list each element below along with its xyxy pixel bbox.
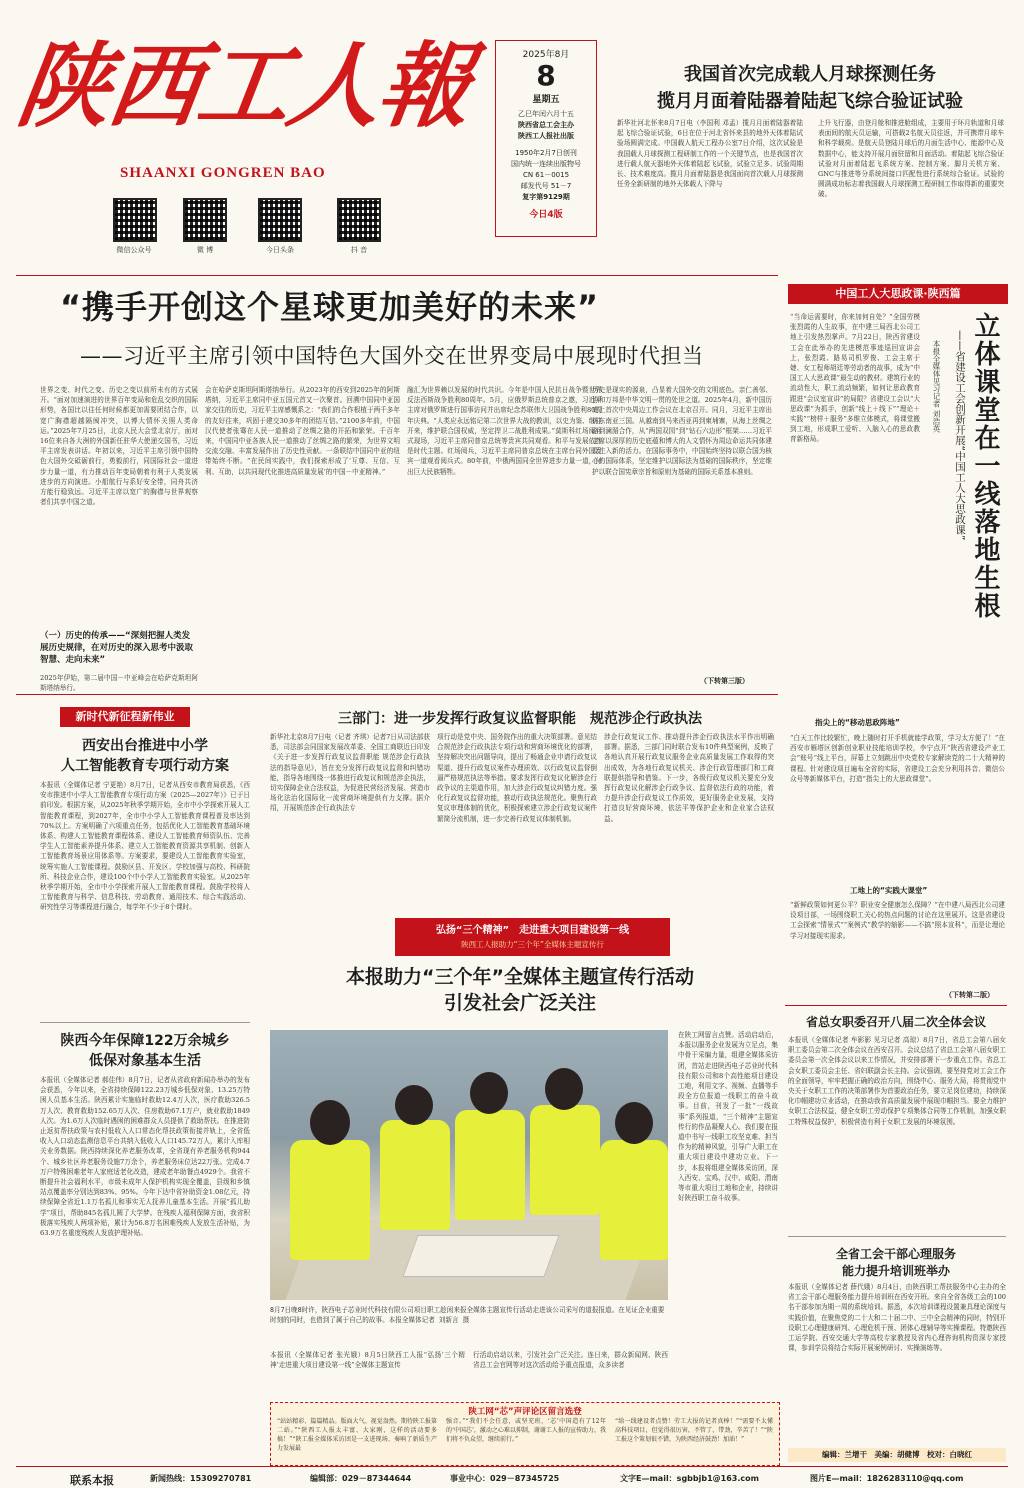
footer-email-img[interactable]: 图片E—mail：1826283110@qq.com [810,1474,964,1483]
worker-3-head [470,1072,508,1114]
masthead-pinyin: SHAANXI GONGREN BAO [120,165,326,181]
comments-col1: “站站精彩、篇篇精品。版面大气、视觉盎然。期待陕工报第二站。”“陕西工人报太丰富、大家刚，这样的活动要多搞！”“陕工报全媒体采访团是一支进现场、奏响了新质生产力发展最 [277,1418,437,1452]
promo-headline-2: 引发社会广泛关注 [443,992,596,1014]
comments-box [270,1402,780,1466]
date-lunar: 乙巳年闰六月十五 [518,110,574,118]
weibo-qr-icon[interactable] [183,198,227,242]
main-col4: 历史是现实的源泉，凸显着大国外交的文明底色。亲仁善邻、协和万邦是中华文明一贯的处世之道。2025年4月，新中国历史上首次中央周边工作会议在北京召开。同月，习近平主席出访东南亚三国。从越南到马来西亚再到柬埔寨，从海上丝绸之路到澜湄合作，从“两国双园”到“钻石六边形”框架……习近平主席以深厚的历史底蕴和博大的人文情怀为周边命运共同体建设注入新的活力。在国际事务中，中国始终坚持以联合国为核心的国际体系，坚定维护以国际法为基础的国际秩序，坚定维护以联合国宪章宗旨和原则为基础的国际关系基本准则。 [592,386,772,476]
main-subhead: ——习近平主席引领中国特色大国外交在世界变局中展现时代担当 [80,344,704,368]
middle-col3: 涉企行政复议工作、推动提升涉企行政执法水平作出明确部署。据悉，三部门同时联合发布10件典型案例，反映了各地认真开展行政复议服务企业高质量发展工作取得的突出成效，为各地行政复议机关、涉企行政管理部门和工商联提供指导和借鉴。下一步，各级行政复议机关要充分发挥行政复议化解涉企行政争议、监督依法行政的功能，着力提升涉企行政复议工作质效，更好服务企业发展，支持打造良好营商环境，依法平等保护企业和企业家合法权益。 [604,733,774,823]
date-day: 8 [536,59,556,92]
worker-1-head [310,1100,350,1145]
date-cn: CN 61－0015 [522,171,570,179]
promo-lower-left: 本报讯（全媒体记者 张光娥）8月5日陕西工人报“弘扬‘三个精神’走进重大项目建设第一线”全媒体主题宣传 [270,1351,465,1370]
left-story1-head1: 西安出台推进中小学 [82,738,208,754]
right-divider [785,1005,1007,1006]
date-weekday: 星期五 [532,95,560,105]
main-col1-end: 2025年伊始，第二届中国－中亚峰会在哈萨克斯坦阿斯塔纳举行。 [40,674,198,693]
date-issue: 复字第9129期 [522,193,570,201]
qr-label-weibo: 微 博 [196,246,214,254]
footer-paper: 联系本报 [70,1474,114,1487]
wechat-qr-icon[interactable] [113,198,157,242]
main-col3: 融汇为世界赖以发展的时代共识。今年是中国人民抗日战争暨世界反法西斯战争胜利80周年。5月，应俄罗斯总统普京之邀，习近平主席对俄罗斯进行国事访问并出席纪念苏联伟大卫国战争胜利80周年庆典。“人类应永远铭记第二次世界大战的教训，以史为鉴、继往开来，维护联合国权威，坚定捍卫二战胜利成果。”莫斯科红场阅兵式现场，习近平主席同普京总统等贵宾共同观看。和平与发展依然是时代主题。红场阅兵，习近平主席同普京总统在主席台同外国贵宾一道观看阅兵式。80年前，中俄两国同全世界进步力量一道，付出巨大民族牺牲。 [407,386,602,476]
date-year-month: 2025年8月 [522,50,570,60]
main-continue[interactable]: （下转第三版） [700,677,749,685]
worker-3 [455,1110,525,1220]
right-feature-headline: 立体课堂在一线落地生根 [970,312,1000,620]
top-divider [16,275,778,276]
promo-banner-line1: 弘扬“三个精神” 走进重大项目建设第一线 [435,925,630,936]
footer-edit-dept[interactable]: 编辑部：029－87344644 [310,1474,412,1483]
date-publisher: 陕西工人报社出版 [518,132,574,140]
right-story2-head1: 全省工会干部心理服务 [835,1247,956,1261]
right-story1-head: 省总女职委召开八届二次全体会议 [805,1015,986,1029]
qr-label-douyin: 抖 音 [350,246,368,254]
masthead-title: 陕西工人報 [11,32,477,140]
right-feature-col3: “新鲜政策如何更公平？职业安全健康怎么保障？”在中建八局西北公司建设项目部，一场围绕职工关心的热点问题的讨论在这里展开。这是省建设工会探索“情景式”“案例式”教学的缩影——不搞“照本宣科”，而是让理论学习对接现实需求。 [790,901,1005,940]
workers-photo [270,1030,668,1300]
promo-banner [395,918,670,956]
footer-email-text[interactable]: 文字E—mail：sgbbjb1@163.com [620,1474,759,1483]
date-sponsor: 陕西省总工会主办 [518,121,574,129]
douyin-qr-icon[interactable] [337,198,381,242]
right-feature-sub1: 指尖上的“移动思政阵地” [815,718,900,727]
main-col1-subhead: （一）历史的传承——“深刻把握人类发展历史规律，在对历史的深入思考中汲取智慧、走向未来” [40,631,194,665]
qr-label-toutiao: 今日头条 [266,246,294,254]
toutiao-qr-icon[interactable] [258,198,302,242]
top-story-col1: 新华社河北怀来8月7日电（李国利 邓孟）揽月月面着陆器着陆起飞综合验证试验，6日在位于河北省怀来县的地外天体着陆试验场圆满完成。中国载人航天工程办公室7日介绍，这次试验是我国载人月球探测工程研制工作的一个关键节点，也是我国首次进行载人航天器地外天体着陆起飞试验，试验立足多、试验周期长、技术难度高。揽月月面着陆器是我国面向首次载人月球探测任务全新研制的地外天体载人下降与 [617,119,803,189]
left-tag: 新时代新征程新伟业 [60,707,190,727]
promo-headline-1: 本报助力“三个年”全媒体主题宣传行活动 [346,966,694,988]
left-story2-head1: 陕西今年保障122万余城乡 [60,1033,230,1049]
worker-2-head [395,1085,433,1125]
main-divider [16,694,778,695]
right-story2-body: 本报讯（全媒体记者 薛代娥）8月4日，由陕西职工帮扶服务中心主办的全省工会干部心理服务能力提升培训班在西安开班。来自全省各级工会的100名干部参加为期一周的系统培训。据悉，本次培训课程设置兼具理论深度与实践价值，在聚焦党的二十大和二十届二中、三中全会精神的同时，特别开设职工心理健康研判、心理危机干预、团体心理辅导等实操课程。特邀陕西工运学院、西安交通大学等高校专家教授及省内心理咨询机构资深专家授课，参训学员将结合实际开展案例研讨、实操演练等。 [788,1283,1006,1353]
date-serial: 国内统一连续出版物号 [511,160,581,168]
worker-5 [600,1140,668,1260]
right-story1-body: 本报讯（全媒体记者 牟影影 见习记者 高琼）8月7日，省总工会第八届女职工委员会第二次全体会议在西安召开。会议总结了省总工会第八届女职工委员会第一次全体会议以来工作情况，并安排部署下一步重点工作。省总工会女职工委员会主任、省妇联副会长主持。会议强调，要坚持党对工会工作的全面领导，牢牢把握正确的政治方向，围绕中心、服务大局，将贯彻党中央关于女职工工作的决策部署作为首要政治任务，要立足岗位建功，持续深化巾帼建功立业活动，在推动我省高质量发展中展现巾帼担当。要全力维护女职工合法权益，健全女职工劳动保护专项集体合同等工作机制，加强女职工特殊权益保护，积极营造有利于女职工发展的环境氛围。 [788,1036,1006,1126]
editors-line: 编辑：兰增干 美编：胡健博 校对：白晓红 [788,1448,1006,1462]
date-founded: 1950年2月7日创刊 [515,149,577,157]
footer-business[interactable]: 事业中心：029－87345725 [450,1474,560,1483]
right-feature-continue[interactable]: （下转第二版） [945,991,994,999]
worker-4 [530,1105,600,1215]
right-lower-divider [788,1236,1006,1237]
promo-lower-right: 行活动启动以来，引发社会广泛关注。连日来，群众新闻网、陕西省总工会官网等对这次活动给予重点报道，众多读者 [473,1351,668,1370]
left-story1-head2: 人工智能教育专项行动方案 [61,758,229,774]
footer-rule [16,1466,1008,1467]
date-postal: 邮发代号 51－7 [520,182,572,190]
comments-title: 陕工网“芯”声评论区留言选登 [468,1407,582,1417]
worker-4-head [545,1068,583,1110]
right-story2-head2: 能力提升培训班举办 [841,1264,950,1278]
worker-1 [290,1140,370,1260]
document-sheet [402,1235,559,1277]
middle-headline: 三部门：进一步发挥行政复议监督职能 规范涉企行政执法 [338,711,702,727]
top-headline-2: 揽月月面着陆器着陆起飞综合验证试验 [657,91,963,112]
middle-col1: 新华社北京8月7日电（记者 齐琪）记者7日从司法部获悉，司法部会同国家发展改革委、全国工商联近日印发《关于进一步发挥行政复议监督职能 规范涉企行政执法的指导意见》，旨在充分发挥行政复议监督和纠错功能，指导各地围绕一体推进行政复议和规范涉企执法，切实保障企业合法权益，为促进民营经济发展、营造市场化法治化国际化一流营商环境提供有力支撑。据介绍，开展规范涉企行政执法专 [270,733,430,813]
left-story2-body: 本报讯（全媒体记者 郝佳伟）8月7日，记者从省政府新闻办举办的发布会获悉，今年以来，全省持续保障122.23万城乡低保对象、13.25万特困人员基本生活。陕西累计实施临时救助12.4万人次，医疗救助326.5万人次、教育救助152.65万人次、住房救助67.1万户，就业救助1849人次。为1.6万人次临时遇困的困难群众人员提供了救助帮扶。在推进防止返贫帮扶政策与农村低收入人口常态化帮扶政策衔接并轨上，全省低收入人口动态监测信息平台共纳入低收入人口145.72万人，累计入库相关业务数据。陕西持续深化养老服务改革，全省现有养老服务机构944个、城乡社区养老服务设施7万余个，养老服务床位达22万张。完成4.7万户特殊困难老年人家庭适老化改造，建成老年助餐点4929个。我省不断提升社会福利水平，市级未成年人保护机构实现全覆盖，县级和乡镇站点覆盖率分别达到83%、95%。今年下达中省补助资金1.08亿元，持续保障全省近1.1万名孤儿和事实无人抚养儿童基本生活。开展“孤儿助学”项目，帮助845名孤儿圆了大学梦。在残疾人福利保障方面，我省积极落实残疾人两项补贴，累计为56.8万名困难残疾人发放生活补贴，为63.9万名重度残疾人发放护理补贴。 [40,1076,250,1238]
main-col1: 世界之变、时代之变、历史之变以前所未有的方式展开。“面对加速演进的世界百年变局和危乱交织的国际形势，各国比以往任何时候都更加需要团结合作，以宽广胸襟超越隔阂冲突，以博大情怀关照人类命运。”2025年7月25日，北京人民大会堂北京厅，面对16位来自各大洲的外国新任驻华大使递交国书，习近平主席发表讲话。年初以来，习近平主席引领中国特色大国外交砥砺前行，勇毅前行，同国际社会一道进步力量一道，有力推动百年变局朝着有利于人类发展进步的方向演进。小船航行与系好安全带，同舟共济方能行稳致远。习近平主席以宽广的胸襟与世界观察者们共享中国之道。 [40,386,198,507]
left-story2-head2: 低保对象基本生活 [89,1053,201,1069]
left-story1-body: 本报讯（全媒体记者 宁更艳）8月7日，记者从西安市教育局获悉，《西安市推进中小学人工智能教育专项行动方案（2025—2027年）》已于日前印发。根据方案，从2025年秋季学期开始，全市中小学探索开展人工智能教育课程，到2027年，全市中小学人工智能教育课程普及率达到70%以上。方案明确了六项重点任务，包括优化人工智能教育基础环境体系、构建人工智能教育课程体系、建设人工智能教育师资队伍、完善学生人工智能素养提升体系、建立人工智能教育资源共享机制、创新人工智能教育场景应用体系等。方案要求，要建设人工智能教育实验室，统筹实施人工智能课程。鼓励区县、开发区、学校加强与高校、科研院所、科技企业合作，建设100个中小学人工智能教育实验室。从2025年秋季学期开始，全市中小学探索开展人工智能教育课程。鼓励学校将人工智能教育与科学、信息科技、劳动教育、通用技术、综合实践活动、研究性学习等课程进行融合，每学年不少于8个课时。 [40,781,250,912]
promo-banner-line2: 陕西工人报助力“三个年”全媒体主题宣传行 [461,940,604,949]
right-feature-byline: 本报全媒体见习记者 刘浩英 [932,340,941,433]
qr-label-wechat: 微信公众号 [116,246,152,254]
middle-col2: 项行动是党中央、国务院作出的重大决策部署。意见结合规范涉企行政执法专项行动和营商环境优化的部署，坚持解决突出问题导向，提出了畅通企业申请行政复议渠道、提升行政复议案件办理质效、以行政复议监督倒逼严格规范执法等举措。要求发挥行政复议化解涉企行政争议的主渠道作用，加大涉企行政复议纠错力度。强化行政复议监督功能，推动行政执法规范化。聚焦行政复议审理体制的优化，积极探索建立涉企行政复议案件繁简分流机制，进一步完善行政复议体制机制。 [437,733,597,823]
photo-caption: 8月7日晚8时许，陕西电子芯业时代科技有限公司项目职工趁闲来报全媒体主题宣传行活动走进该公司采写的道报报道。在见证企业重要时刻的同时，也借到了属于自己的故事。本报全媒体记者 刘新言 摄 [270,1306,665,1324]
main-headline: “携手开创这个星球更加美好的未来” [60,288,600,326]
footer-hotline[interactable]: 新闻热线：15309270781 [150,1474,252,1483]
date-box [495,40,597,237]
top-story-col2: 上升飞行器，由登月舱和推进舱组成，主要用于环月轨道和月球表面间的航天员运输，可搭载2名航天员往返，并可携带月球车和科学载荷。是航天员登陆月球后的月面生活中心、能源中心及数据中心，能支持开展月面驻留和月面活动。着陆起飞综合验证试验对月面着陆起飞系统方案、控制方案、脚月关机方案、GNC与推进等分系统间接口匹配性进行系统综合验证。试验的圆满成功标志着我国载人月球探测工程研制工作取得新的重要突破。 [818,119,1004,199]
top-headline-1: 我国首次完成载人月球探测任务 [684,64,936,85]
right-feature-tag: 中国工人大思政课·陕西篇 [788,284,1008,304]
comments-col3: “给一线建设者点赞！劳工大报的记者真棒！”“需要不太懂高科技项目，但觉得很厉害，不管了，带劲，辛苦了！”“陕工报这个策划很不错，为陕西经济鼓劲！加油！” [615,1418,773,1443]
worker-2 [380,1120,450,1230]
right-feature-sub2: 工地上的“实践大课堂” [850,886,928,895]
comments-col2: 强音。”“我们不会任意，或坚充班，‘芯’中国造有了12年的‘中国芯’，激动之心难以抑制，谢谢工人报的宣传助力，我们将不负众望，继续前行。” [446,1418,606,1443]
promo-right-col: 在陕工网留言点赞。活动启动后，本报以服务企业发展为立足点，集中骨干采编力量，组建全媒体采访团，首站走进陕西电子芯业时代科技有限公司和8个高性能项目建设工地，利用文字、视频、直播等手段全方位报道一线职工的奋斗故事。目前，刊发了一批“一线故事”系列报道，“三个精神”主题宣传行的作品凝聚人心。我们要在报道中书写一线职工攻坚克难、担当作为的精神风貌，引导广大职工在重大项目建设中建功立业。下一步，本报将组建全媒体采访团，深入西安、宝鸡、汉中、咸阳、渭南等市重大项目工地和企业，持续讲好陕西职工奋斗故事。 [678,1031,778,1203]
right-feature-col2: “白天工作比较繁忙，晚上随时打开手机就能学政策，学习太方便了！”在西安市雁塔区创新创业职业技能培训学校，李宁点开“陕西省建设产业工会”账号“线上平台，屏幕上立刻跳出中央党校专家解读党的二十大精神的课程。针对建设项目遍布全省的实际，省建设工会充分利用抖音、微信公众号等新媒体平台，打造“指尖上的大思政课堂”。 [790,734,1005,783]
right-feature-subhead: ——省建设工会创新开展“中国工人大思政课” [954,330,966,541]
date-pages: 今日4版 [529,210,563,220]
worker-5-head [615,1102,653,1144]
footer [0,1470,1024,1487]
right-feature-col1: “当命运需要时，你来加何自处？”全国劳模张烈霞的人生故事，在中建三局西北公司工地上引发热烈掌声。7月22日，陕西省建设工会在此举办的先进模范事迹巡回宣讲会上，张烈霞、路易司机罗俊、工会主席于婕、女工程师胡廷等劳动者的故事，成为“中国工人大思政课”最生动的教材。建筑行业的流动性大，职工流动频繁，如何让思政教育跟进“会议室宣讲”的局限？省建设工会以“大思政课”为抓手，创新“线上＋线下”“理论＋实践”“榜样＋服务”多维立体模式，将课堂搬到工地，形成职工爱听、入脑入心的思政教育新格局。 [790,313,920,444]
left-divider [40,1022,250,1023]
main-col2: 会在哈萨克斯坦阿斯塔纳举行。从2023年的西安到2025年的阿斯塔纳，习近平主席同中亚五国元首又一次聚首。回溯中国同中亚国家交往的历史，习近平主席感慨系之：“我们的合作根植于两千多年的友好往来，巩固于建交30多年的团结互信。”2100多年前，中国汉代使者张骞在人民一道推动了丝绸之路的开拓和繁荣。千百年来，中国同中亚各族人民一道推动了丝绸之路的繁荣，为世界文明交流交融、丰富发展作出了历史性贡献。一条联结中国同中亚的纽带始终不断。“在民间实践中，我们探索形成了‘互尊、互信、互利、互助，以共同现代化推进高质量发展’的中国－中亚精神。” [205,386,400,476]
